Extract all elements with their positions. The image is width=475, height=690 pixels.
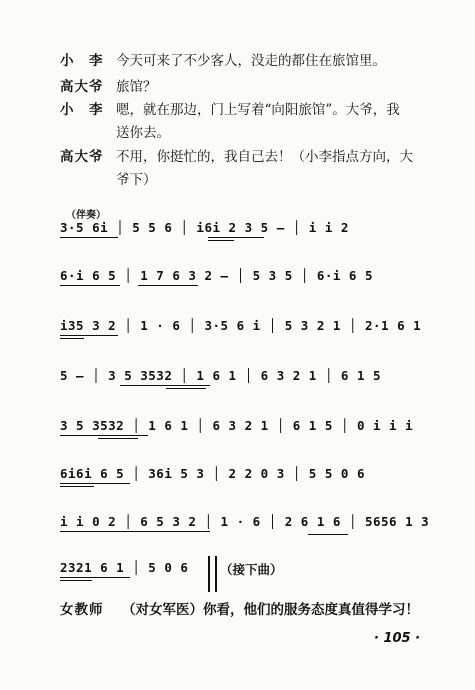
dialogue-line-1 [60, 52, 386, 70]
dialogue-text: 不用，你挺忙的，我自己去！（小李指点方向，大 [116, 149, 413, 165]
score-notes: 6i6i 6 5 │ 36i 5 3 │ 2 2 0 3 │ 5 5 0 6 [60, 466, 365, 481]
score-row-1 [58, 216, 438, 252]
underline-beam [60, 483, 130, 484]
dialogue-line-2 [60, 78, 157, 96]
score-row-8 [58, 556, 438, 592]
score-notes: i35 3 2 │ 1 · 6 │ 3·5 6 i │ 5 3 2 1 │ 2·1 6 1 [60, 318, 422, 333]
dialogue-line-3 [60, 101, 400, 119]
underline-beam [60, 435, 148, 436]
dialogue-text: 今天可来了不少客人，没走的都住在旅馆里。 [116, 53, 386, 69]
score-row-6 [58, 462, 438, 498]
score-row-2 [58, 264, 438, 300]
dialogue-text: 嗯，就在那边，门上写着“向阳旅馆”。大爷，我 [116, 102, 400, 118]
score-notes: 5 — │ 3 5 3532 │ 1 6 1 │ 6 3 2 1 │ 6 1 5 [60, 368, 382, 383]
score-notes: i i 0 2 │ 6 5 3 2 │ 1 · 6 │ 2 6 1 6 │ 5656 1 3 [60, 514, 430, 529]
score-notes: 6·i 6 5 │ 1 7 6 3 2 — │ 5 3 5 │ 6·i 6 5 [60, 268, 373, 283]
underline-beam [120, 385, 210, 386]
speaker-name: 高大爷 [60, 149, 104, 165]
score-notes: 2321 6 1 │ 5 0 6 [60, 560, 189, 575]
page-number: · 105 · [374, 631, 421, 646]
final-barline [208, 556, 217, 592]
dialogue-text: （对女军医）你看，他们的服务态度真值得学习！ [122, 602, 419, 618]
dialogue-text: 旅馆？ [116, 79, 157, 95]
speaker-name: 女教师 [60, 602, 104, 618]
underline-beam [60, 577, 130, 578]
speaker-name: 小 李 [60, 102, 104, 118]
score-row-7 [58, 510, 438, 546]
dialogue-line-4 [60, 148, 413, 166]
underline-beam [208, 240, 234, 241]
accompaniment-label: （伴奏） [66, 210, 106, 221]
score-notes: 3 5 3532 │ 1 6 1 │ 6 3 2 1 │ 6 1 5 │ 0 i i i [60, 418, 414, 433]
score-row-4 [58, 364, 438, 400]
underline-beam [308, 534, 348, 535]
score-row-5 [58, 414, 438, 450]
next-song-label: （接下曲） [220, 562, 283, 577]
speaker-name: 小 李 [60, 53, 104, 69]
underline-beam [98, 438, 138, 439]
underline-beam [60, 335, 118, 336]
underline-beam [60, 338, 84, 339]
underline-beam [60, 531, 210, 532]
footer-dialogue [60, 598, 419, 618]
score-row-3 [58, 314, 438, 350]
underline-beam [60, 285, 120, 286]
underline-beam [208, 237, 264, 238]
score-notes: 3·5 6i │ 5 5 6 │ i6i 2 3 5 — │ i i 2 [60, 220, 349, 235]
underline-beam [60, 580, 92, 581]
dialogue-line-3-continuation: 送你去。 [116, 125, 170, 141]
underline-beam [166, 388, 206, 389]
underline-beam [138, 285, 198, 286]
dialogue-line-4-continuation: 爷下） [116, 172, 157, 188]
underline-beam [60, 237, 118, 238]
underline-beam [60, 486, 94, 487]
speaker-name: 高大爷 [60, 79, 104, 95]
